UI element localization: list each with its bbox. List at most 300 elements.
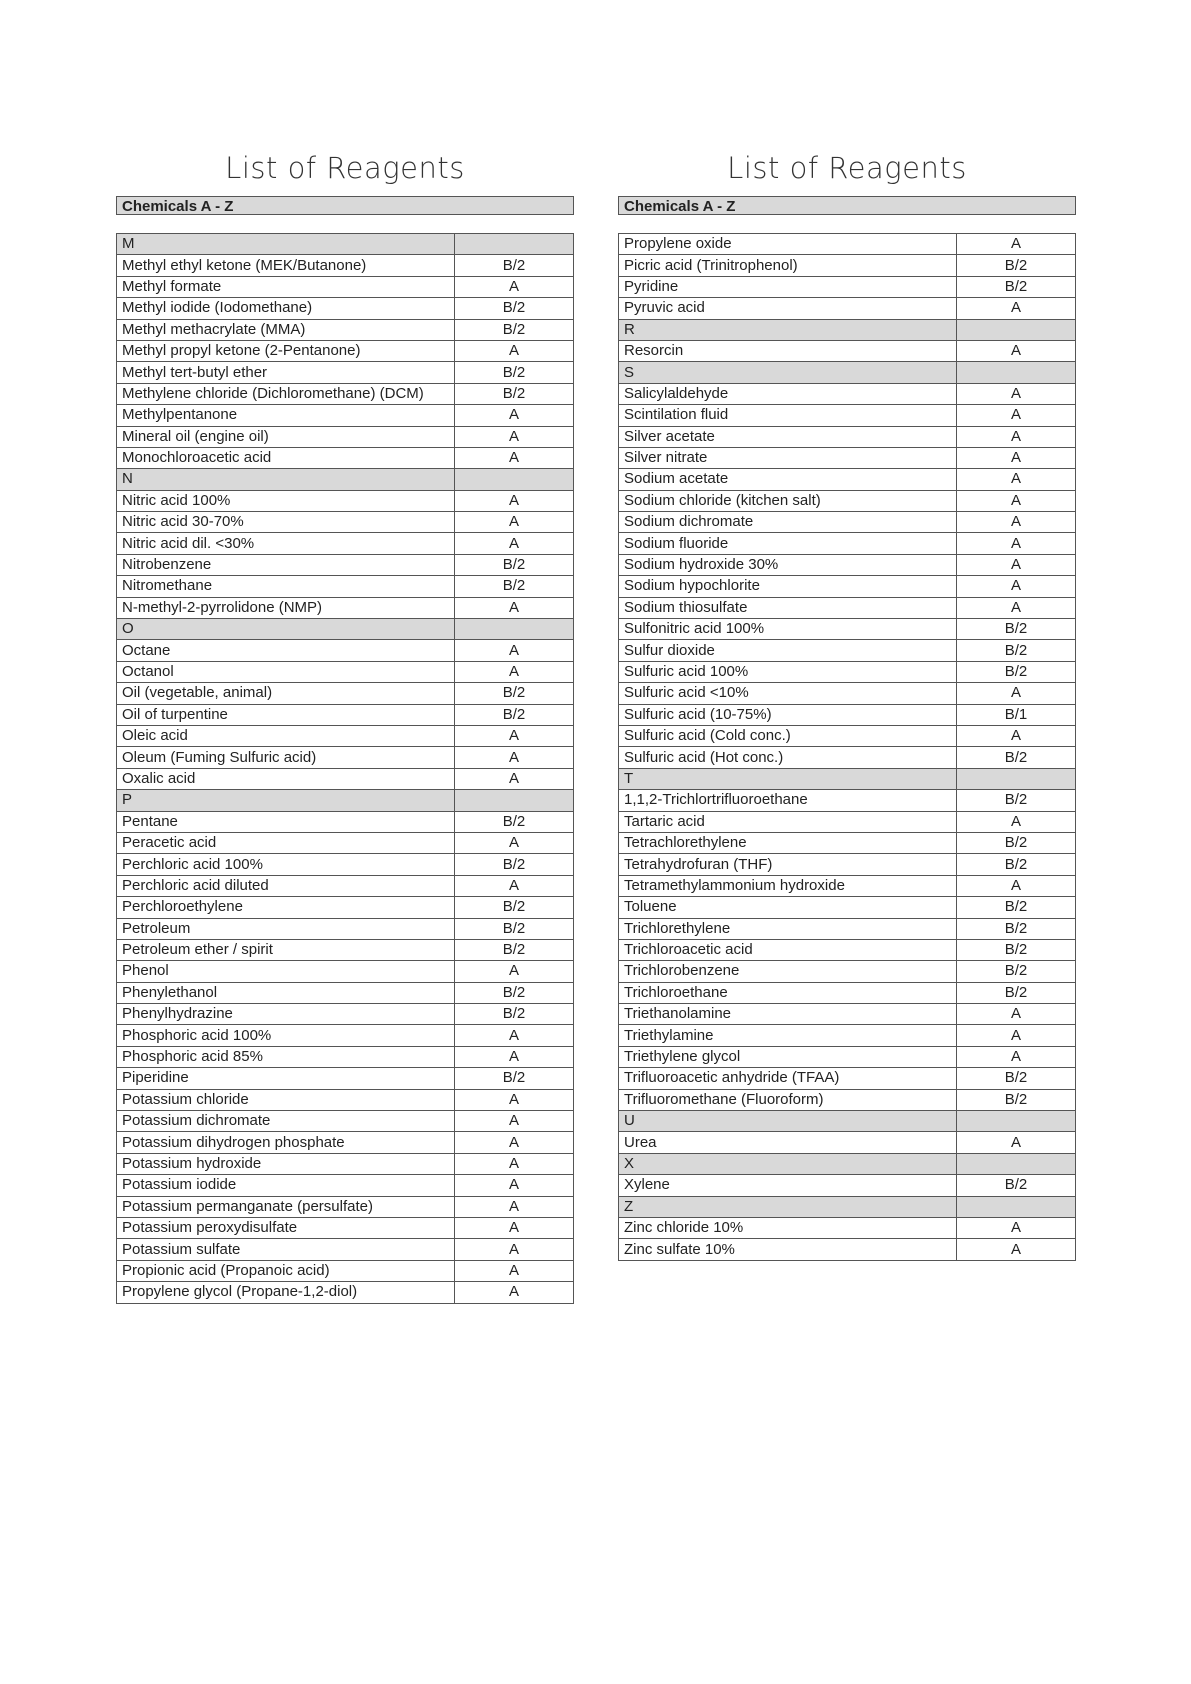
table-row: [619, 875, 1076, 896]
resistance-rating: B/2: [455, 362, 574, 383]
chemical-name: Piperidine: [117, 1068, 455, 1089]
chemical-name: Potassium dihydrogen phosphate: [117, 1132, 455, 1153]
letter-header-row: [619, 319, 1076, 340]
table-row: [117, 897, 574, 918]
table-row: [117, 1025, 574, 1046]
resistance-rating: B/2: [455, 897, 574, 918]
table-row: [619, 597, 1076, 618]
chemical-name: Sodium acetate: [619, 469, 957, 490]
table-row: [117, 1004, 574, 1025]
chemical-name: Sulfuric acid (Hot conc.): [619, 747, 957, 768]
resistance-rating: A: [455, 1239, 574, 1260]
chemical-name: Tetramethylammonium hydroxide: [619, 875, 957, 896]
resistance-rating: B/2: [957, 982, 1076, 1003]
table-row: [117, 383, 574, 404]
table-row: [619, 276, 1076, 297]
chemical-name: Picric acid (Trinitrophenol): [619, 255, 957, 276]
table-row: [619, 533, 1076, 554]
chemical-name: Sulfuric acid (Cold conc.): [619, 725, 957, 746]
resistance-rating: A: [455, 533, 574, 554]
chemical-name: Triethanolamine: [619, 1004, 957, 1025]
table-row: [117, 725, 574, 746]
letter-header-row: [117, 790, 574, 811]
table-row: [619, 1217, 1076, 1238]
table-row: [117, 704, 574, 725]
chemical-name: Methylene chloride (Dichloromethane) (DCM): [117, 383, 455, 404]
chemical-name: Pentane: [117, 811, 455, 832]
resistance-rating: [957, 768, 1076, 789]
resistance-rating: A: [957, 811, 1076, 832]
table-row: [117, 832, 574, 853]
chemical-name: Nitric acid 100%: [117, 490, 455, 511]
chemical-name: Salicylaldehyde: [619, 383, 957, 404]
chemical-name: Perchloric acid 100%: [117, 854, 455, 875]
table-row: [117, 319, 574, 340]
chemical-name: Trifluoromethane (Fluoroform): [619, 1089, 957, 1110]
page-title: List of Reagents: [225, 151, 465, 185]
letter-label: M: [117, 234, 455, 255]
resistance-rating: A: [957, 512, 1076, 533]
chemical-name: Sodium thiosulfate: [619, 597, 957, 618]
chemical-name: Oxalic acid: [117, 768, 455, 789]
table-row: [117, 939, 574, 960]
chemical-name: Propionic acid (Propanoic acid): [117, 1260, 455, 1281]
resistance-rating: B/2: [455, 1068, 574, 1089]
resistance-rating: A: [455, 1132, 574, 1153]
chemical-name: Trifluoroacetic anhydride (TFAA): [619, 1068, 957, 1089]
chemical-name: Tartaric acid: [619, 811, 957, 832]
chemical-name: Scintilation fluid: [619, 405, 957, 426]
resistance-rating: A: [455, 1175, 574, 1196]
table-row: [117, 961, 574, 982]
chemical-name: Oleum (Fuming Sulfuric acid): [117, 747, 455, 768]
table-row: [619, 1046, 1076, 1067]
table-row: [619, 1068, 1076, 1089]
chemical-name: Potassium hydroxide: [117, 1153, 455, 1174]
resistance-rating: B/2: [957, 854, 1076, 875]
resistance-rating: A: [957, 405, 1076, 426]
table-row: [619, 918, 1076, 939]
resistance-rating: A: [455, 1025, 574, 1046]
table-row: [619, 576, 1076, 597]
table-row: [117, 1196, 574, 1217]
table-row: [117, 811, 574, 832]
chemical-name: Phosphoric acid 85%: [117, 1046, 455, 1067]
resistance-rating: A: [455, 1046, 574, 1067]
chemical-name: Sodium dichromate: [619, 512, 957, 533]
chemical-name: Potassium sulfate: [117, 1239, 455, 1260]
resistance-rating: B/2: [957, 747, 1076, 768]
table-row: [619, 619, 1076, 640]
table-row: [117, 554, 574, 575]
resistance-rating: [455, 619, 574, 640]
letter-label: P: [117, 790, 455, 811]
resistance-rating: A: [455, 1282, 574, 1303]
chemical-name: Sodium fluoride: [619, 533, 957, 554]
resistance-rating: A: [957, 576, 1076, 597]
table-row: [117, 362, 574, 383]
chemical-name: Petroleum: [117, 918, 455, 939]
resistance-rating: A: [957, 554, 1076, 575]
chemical-name: Methylpentanone: [117, 405, 455, 426]
resistance-rating: A: [455, 832, 574, 853]
resistance-rating: B/2: [957, 961, 1076, 982]
letter-header-row: [619, 1153, 1076, 1174]
chemical-name: Resorcin: [619, 340, 957, 361]
chemical-name: Nitromethane: [117, 576, 455, 597]
resistance-rating: B/2: [455, 683, 574, 704]
resistance-rating: B/2: [455, 982, 574, 1003]
chemical-name: Phosphoric acid 100%: [117, 1025, 455, 1046]
table-row: [619, 854, 1076, 875]
table-row: [117, 1260, 574, 1281]
resistance-rating: A: [455, 1153, 574, 1174]
chemical-name: Zinc chloride 10%: [619, 1217, 957, 1238]
letter-label: Z: [619, 1196, 957, 1217]
chemical-name: Sulfonitric acid 100%: [619, 619, 957, 640]
chemical-name: Oleic acid: [117, 725, 455, 746]
resistance-rating: A: [455, 747, 574, 768]
chemical-name: Triethylene glycol: [619, 1046, 957, 1067]
table-row: [619, 661, 1076, 682]
chemical-name: Trichloroacetic acid: [619, 939, 957, 960]
reagent-column-right: [618, 150, 1076, 1261]
chemical-name: Pyruvic acid: [619, 298, 957, 319]
chemical-name: Phenylethanol: [117, 982, 455, 1003]
chemical-name: Perchloroethylene: [117, 897, 455, 918]
chemical-name: Octanol: [117, 661, 455, 682]
table-row: [117, 982, 574, 1003]
resistance-rating: B/2: [455, 939, 574, 960]
table-row: [619, 405, 1076, 426]
resistance-rating: B/2: [455, 298, 574, 319]
resistance-rating: A: [957, 340, 1076, 361]
table-row: [619, 961, 1076, 982]
chemical-name: Silver acetate: [619, 426, 957, 447]
chemical-name: Sulfuric acid (10-75%): [619, 704, 957, 725]
chemical-name: Nitric acid 30-70%: [117, 512, 455, 533]
table-row: [619, 683, 1076, 704]
table-row: [117, 1217, 574, 1238]
table-row: [619, 554, 1076, 575]
chemical-name: Sulfur dioxide: [619, 640, 957, 661]
resistance-rating: A: [455, 1111, 574, 1132]
resistance-rating: A: [957, 1046, 1076, 1067]
chemical-name: Silver nitrate: [619, 447, 957, 468]
table-row: [117, 747, 574, 768]
chemical-name: Phenylhydrazine: [117, 1004, 455, 1025]
resistance-rating: A: [957, 1217, 1076, 1238]
resistance-rating: A: [455, 1196, 574, 1217]
resistance-rating: B/2: [957, 918, 1076, 939]
resistance-rating: A: [957, 597, 1076, 618]
resistance-rating: A: [957, 447, 1076, 468]
reagent-column-left: [116, 150, 574, 1304]
chemical-name: Petroleum ether / spirit: [117, 939, 455, 960]
resistance-rating: A: [957, 725, 1076, 746]
table-row: [619, 725, 1076, 746]
chemical-name: Perchloric acid diluted: [117, 875, 455, 896]
table-row: [117, 1046, 574, 1067]
table-row: [619, 234, 1076, 255]
chemical-name: Sodium hydroxide 30%: [619, 554, 957, 575]
table-row: [619, 897, 1076, 918]
letter-header-row: [117, 619, 574, 640]
table-row: [117, 1132, 574, 1153]
chemical-name: Nitrobenzene: [117, 554, 455, 575]
table-row: [117, 447, 574, 468]
reagent-table: [618, 233, 1076, 1261]
table-row: [619, 447, 1076, 468]
chemical-name: Xylene: [619, 1175, 957, 1196]
resistance-rating: B/2: [455, 319, 574, 340]
table-row: [619, 1175, 1076, 1196]
resistance-rating: B/2: [957, 897, 1076, 918]
resistance-rating: A: [455, 597, 574, 618]
table-row: [619, 747, 1076, 768]
resistance-rating: A: [455, 276, 574, 297]
table-row: [117, 512, 574, 533]
chemical-name: Propylene oxide: [619, 234, 957, 255]
letter-label: S: [619, 362, 957, 383]
resistance-rating: [957, 362, 1076, 383]
chemical-name: 1,1,2-Trichlortrifluoroethane: [619, 790, 957, 811]
resistance-rating: B/2: [957, 790, 1076, 811]
table-row: [117, 768, 574, 789]
resistance-rating: B/2: [957, 276, 1076, 297]
section-header: Chemicals A - Z: [116, 196, 574, 215]
chemical-name: Methyl iodide (Iodomethane): [117, 298, 455, 319]
table-row: [117, 298, 574, 319]
resistance-rating: A: [957, 469, 1076, 490]
table-row: [619, 982, 1076, 1003]
chemical-name: Tetrachlorethylene: [619, 832, 957, 853]
table-row: [117, 1239, 574, 1260]
chemical-name: Oil (vegetable, animal): [117, 683, 455, 704]
resistance-rating: B/2: [455, 576, 574, 597]
resistance-rating: A: [455, 405, 574, 426]
chemical-name: Mineral oil (engine oil): [117, 426, 455, 447]
resistance-rating: A: [957, 1239, 1076, 1260]
resistance-rating: [455, 469, 574, 490]
resistance-rating: A: [455, 1260, 574, 1281]
resistance-rating: A: [455, 640, 574, 661]
resistance-rating: [455, 790, 574, 811]
chemical-name: Urea: [619, 1132, 957, 1153]
section-header: Chemicals A - Z: [618, 196, 1076, 215]
resistance-rating: [957, 319, 1076, 340]
resistance-rating: A: [957, 1025, 1076, 1046]
resistance-rating: A: [455, 768, 574, 789]
letter-header-row: [117, 469, 574, 490]
table-row: [619, 640, 1076, 661]
table-row: [117, 405, 574, 426]
resistance-rating: B/2: [455, 383, 574, 404]
resistance-rating: B/2: [455, 704, 574, 725]
resistance-rating: A: [455, 661, 574, 682]
letter-label: X: [619, 1153, 957, 1174]
letter-header-row: [117, 234, 574, 255]
table-row: [117, 683, 574, 704]
chemical-name: Zinc sulfate 10%: [619, 1239, 957, 1260]
resistance-rating: B/2: [455, 554, 574, 575]
letter-label: N: [117, 469, 455, 490]
resistance-rating: [455, 234, 574, 255]
letter-label: T: [619, 768, 957, 789]
letter-header-row: [619, 1196, 1076, 1217]
letter-header-row: [619, 768, 1076, 789]
chemical-name: N-methyl-2-pyrrolidone (NMP): [117, 597, 455, 618]
resistance-rating: A: [957, 490, 1076, 511]
resistance-rating: B/2: [455, 255, 574, 276]
letter-label: R: [619, 319, 957, 340]
resistance-rating: B/2: [957, 1068, 1076, 1089]
chemical-name: Potassium peroxydisulfate: [117, 1217, 455, 1238]
resistance-rating: B/2: [455, 854, 574, 875]
resistance-rating: A: [957, 1004, 1076, 1025]
chemical-name: Pyridine: [619, 276, 957, 297]
chemical-name: Methyl formate: [117, 276, 455, 297]
resistance-rating: B/1: [957, 704, 1076, 725]
resistance-rating: A: [455, 426, 574, 447]
resistance-rating: A: [455, 1217, 574, 1238]
table-row: [117, 1282, 574, 1303]
table-row: [117, 255, 574, 276]
table-row: [117, 597, 574, 618]
resistance-rating: A: [455, 961, 574, 982]
letter-label: U: [619, 1111, 957, 1132]
table-row: [619, 490, 1076, 511]
reagent-table: [116, 233, 574, 1304]
table-row: [619, 704, 1076, 725]
resistance-rating: [957, 1153, 1076, 1174]
resistance-rating: A: [957, 426, 1076, 447]
page-title: List of Reagents: [727, 151, 967, 185]
resistance-rating: B/2: [455, 918, 574, 939]
table-row: [619, 1132, 1076, 1153]
resistance-rating: [957, 1111, 1076, 1132]
letter-header-row: [619, 362, 1076, 383]
chemical-name: Methyl tert-butyl ether: [117, 362, 455, 383]
resistance-rating: A: [455, 725, 574, 746]
chemical-name: Sulfuric acid <10%: [619, 683, 957, 704]
table-row: [117, 875, 574, 896]
resistance-rating: B/2: [455, 1004, 574, 1025]
chemical-name: Methyl propyl ketone (2-Pentanone): [117, 340, 455, 361]
chemical-name: Oil of turpentine: [117, 704, 455, 725]
table-row: [117, 854, 574, 875]
resistance-rating: A: [455, 447, 574, 468]
chemical-name: Peracetic acid: [117, 832, 455, 853]
table-row: [117, 1153, 574, 1174]
resistance-rating: A: [455, 1089, 574, 1110]
table-row: [619, 469, 1076, 490]
table-row: [619, 939, 1076, 960]
table-row: [117, 490, 574, 511]
resistance-rating: A: [957, 1132, 1076, 1153]
chemical-name: Trichlorobenzene: [619, 961, 957, 982]
resistance-rating: A: [455, 875, 574, 896]
table-row: [619, 1089, 1076, 1110]
table-row: [117, 1089, 574, 1110]
resistance-rating: B/2: [957, 255, 1076, 276]
table-row: [619, 255, 1076, 276]
chemical-name: Methyl methacrylate (MMA): [117, 319, 455, 340]
chemical-name: Sulfuric acid 100%: [619, 661, 957, 682]
resistance-rating: B/2: [957, 832, 1076, 853]
resistance-rating: A: [957, 533, 1076, 554]
chemical-name: Tetrahydrofuran (THF): [619, 854, 957, 875]
table-row: [117, 1175, 574, 1196]
table-row: [117, 276, 574, 297]
resistance-rating: A: [957, 383, 1076, 404]
resistance-rating: A: [455, 512, 574, 533]
resistance-rating: A: [455, 490, 574, 511]
resistance-rating: B/2: [957, 619, 1076, 640]
chemical-name: Potassium chloride: [117, 1089, 455, 1110]
chemical-name: Sodium hypochlorite: [619, 576, 957, 597]
table-row: [619, 298, 1076, 319]
chemical-name: Trichlorethylene: [619, 918, 957, 939]
resistance-rating: A: [957, 298, 1076, 319]
table-row: [619, 426, 1076, 447]
chemical-name: Octane: [117, 640, 455, 661]
table-row: [117, 426, 574, 447]
resistance-rating: B/2: [957, 1175, 1076, 1196]
table-row: [619, 832, 1076, 853]
table-row: [117, 576, 574, 597]
table-row: [619, 1025, 1076, 1046]
table-row: [619, 1239, 1076, 1260]
chemical-name: Monochloroacetic acid: [117, 447, 455, 468]
resistance-rating: [957, 1196, 1076, 1217]
chemical-name: Propylene glycol (Propane-1,2-diol): [117, 1282, 455, 1303]
resistance-rating: A: [957, 234, 1076, 255]
chemical-name: Toluene: [619, 897, 957, 918]
table-row: [117, 533, 574, 554]
table-row: [117, 640, 574, 661]
chemical-name: Phenol: [117, 961, 455, 982]
chemical-name: Sodium chloride (kitchen salt): [619, 490, 957, 511]
letter-label: O: [117, 619, 455, 640]
table-row: [619, 790, 1076, 811]
resistance-rating: B/2: [957, 939, 1076, 960]
table-row: [117, 1068, 574, 1089]
chemical-name: Triethylamine: [619, 1025, 957, 1046]
chemical-name: Potassium iodide: [117, 1175, 455, 1196]
resistance-rating: A: [957, 683, 1076, 704]
table-row: [117, 1111, 574, 1132]
chemical-name: Nitric acid dil. <30%: [117, 533, 455, 554]
table-row: [117, 918, 574, 939]
table-row: [619, 340, 1076, 361]
table-row: [619, 1004, 1076, 1025]
table-row: [619, 811, 1076, 832]
resistance-rating: A: [957, 875, 1076, 896]
table-row: [117, 340, 574, 361]
table-row: [619, 383, 1076, 404]
resistance-rating: A: [455, 340, 574, 361]
resistance-rating: B/2: [957, 661, 1076, 682]
resistance-rating: B/2: [455, 811, 574, 832]
chemical-name: Potassium permanganate (persulfate): [117, 1196, 455, 1217]
table-row: [619, 512, 1076, 533]
resistance-rating: B/2: [957, 1089, 1076, 1110]
chemical-name: Potassium dichromate: [117, 1111, 455, 1132]
chemical-name: Methyl ethyl ketone (MEK/Butanone): [117, 255, 455, 276]
chemical-name: Trichloroethane: [619, 982, 957, 1003]
table-row: [117, 661, 574, 682]
